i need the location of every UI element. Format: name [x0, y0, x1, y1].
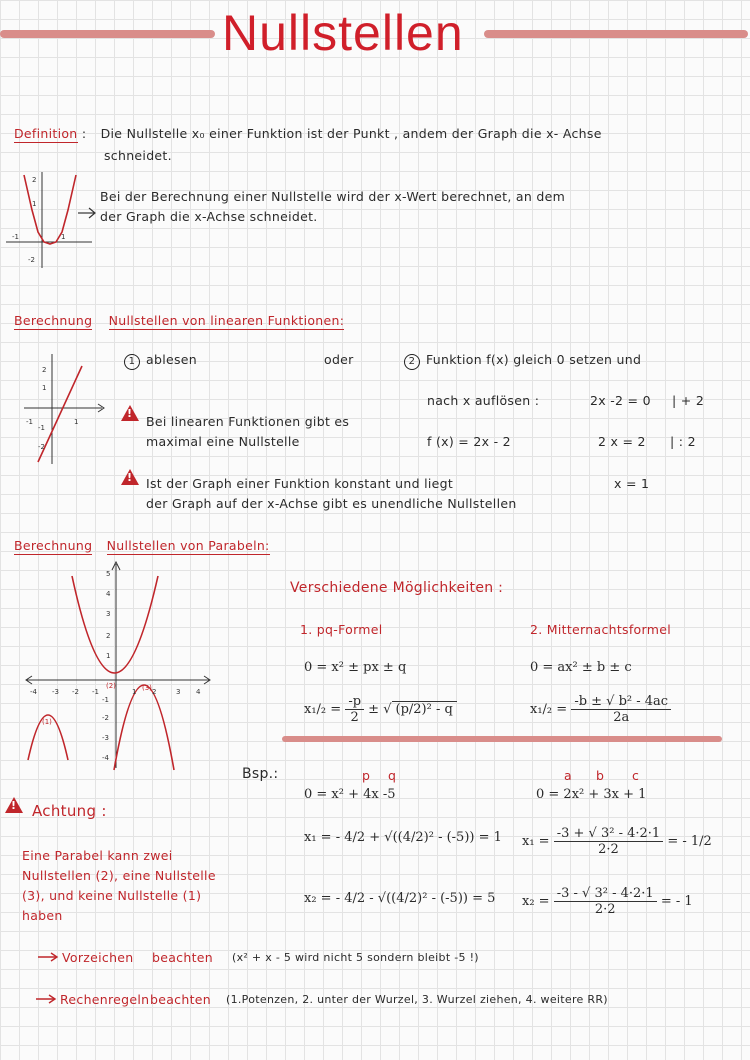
- bsp2-x1-den: 2·2: [598, 842, 619, 857]
- bsp2-x1-num: -3 + √ 3² - 4·2·1: [554, 826, 663, 842]
- g3-tick-y-m3: -3: [102, 734, 109, 742]
- mn-den: 2a: [613, 710, 630, 725]
- definition-block: [14, 126, 602, 141]
- linear-heading-label: Berechnung: [14, 313, 93, 328]
- linear-heading-rest: Nullstellen von linearen Funktionen:: [108, 313, 345, 328]
- linear-warn1a: Bei linearen Funktionen gibt es: [146, 414, 350, 429]
- arrow-icon: [78, 206, 98, 220]
- pq-title: 1. pq-Formel: [300, 622, 383, 637]
- g3-tick-y-2: 2: [106, 632, 111, 640]
- g1-tick-x-1: 1: [61, 233, 66, 241]
- arrow-icon: [36, 994, 58, 1004]
- page-title: Nullstellen: [222, 5, 464, 61]
- bsp2-x2-label: x₂ =: [522, 894, 550, 909]
- bottom-arrow1b: beachten: [152, 950, 213, 965]
- g3-tick-x-m3: -3: [52, 688, 59, 696]
- linear-option1: [124, 352, 197, 370]
- g3-label-1: (1): [42, 718, 52, 726]
- linear-calc2: 2 x = 2: [598, 434, 646, 449]
- bottom-arrow2b: beachten: [150, 992, 211, 1007]
- achtung-label: Achtung: [32, 802, 97, 820]
- section-divider: [282, 736, 722, 742]
- achtung-line1: Eine Parabel kann zwei: [22, 848, 173, 863]
- linear-warn2b: der Graph auf der x-Achse gibt es unendliche Nullstellen: [146, 496, 517, 511]
- linear-calc2-op: | : 2: [670, 434, 696, 449]
- parabel-heading: [14, 538, 270, 553]
- achtung-line4: haben: [22, 908, 63, 923]
- linear-heading: [14, 313, 344, 328]
- bsp2-x2-den: 2·2: [594, 902, 616, 917]
- g3-tick-y-m4: -4: [102, 754, 109, 762]
- g2-tick-x-m1: -1: [26, 418, 33, 426]
- title-bar-left: [0, 30, 215, 38]
- bsp2-x1: [522, 826, 712, 857]
- bsp2-x1-fraction: [554, 826, 663, 857]
- definition-sep: :: [81, 126, 87, 141]
- achtung-line2: Nullstellen (2), eine Nullstelle: [22, 868, 216, 883]
- bsp2-x2: [522, 886, 693, 917]
- graph-linear: [22, 352, 107, 467]
- bsp1-x2: x₂ = - 4/2 - √((4/2)² - (-5)) = 5: [304, 891, 496, 906]
- g2-tick-y-m2: -2: [38, 443, 45, 451]
- definition-note2: der Graph die x-Achse schneidet.: [100, 209, 318, 224]
- mn-fraction: [571, 694, 671, 725]
- graph-parabolas: [24, 560, 214, 770]
- g3-tick-x-m2: -2: [72, 688, 79, 696]
- achtung-line3: (3), und keine Nullstelle (1): [22, 888, 202, 903]
- linear-oder: oder: [324, 352, 354, 367]
- g3-tick-y-1: 1: [106, 652, 111, 660]
- g3-label-3: (3): [142, 684, 152, 692]
- pq-root: (p/2)² - q: [392, 701, 457, 717]
- pq-den: 2: [350, 710, 359, 725]
- mn-equation: 0 = ax² ± b ± c: [530, 660, 632, 675]
- bsp1-equation: 0 = x² + 4x -5: [304, 787, 396, 802]
- bottom-arrow1: Vorzeichen: [62, 950, 134, 965]
- g2-tick-y-1: 1: [42, 384, 47, 392]
- g1-tick-y-2: 2: [32, 176, 37, 184]
- pq-equation: 0 = x² ± px ± q: [304, 660, 407, 675]
- arrow-icon: [38, 952, 60, 962]
- g1-tick-y-1: 1: [32, 200, 37, 208]
- option2-number: 2: [404, 354, 420, 370]
- linear-warn2a: Ist der Graph einer Funktion konstant und liegt: [146, 476, 454, 491]
- pq-formula: [304, 694, 457, 725]
- pq-pm: ±: [368, 702, 380, 717]
- bottom-arrow2: Rechenregeln: [60, 992, 150, 1007]
- mn-title: 2. Mitternachtsformel: [530, 622, 671, 637]
- p-label: p: [362, 768, 371, 783]
- g3-tick-y-3: 3: [106, 610, 111, 618]
- linear-calc3: x = 1: [614, 476, 650, 491]
- definition-line2: schneidet.: [104, 148, 172, 163]
- linear-option2b: nach x auflösen :: [427, 393, 540, 408]
- c-label: c: [632, 768, 640, 783]
- bsp2-x2-fraction: [554, 886, 657, 917]
- g3-tick-x-m4: -4: [30, 688, 37, 696]
- linear-fx: f (x) = 2x - 2: [427, 434, 511, 449]
- g1-tick-y-m2: -2: [28, 256, 35, 264]
- pq-fraction: [345, 694, 364, 725]
- title-bar-right: [484, 30, 748, 38]
- g3-tick-x-2: 2: [152, 688, 157, 696]
- g3-tick-x-4: 4: [196, 688, 201, 696]
- parabel-heading-label: Berechnung: [14, 538, 93, 553]
- bsp2-x1-label: x₁ =: [522, 834, 550, 849]
- pq-x12: x₁/₂ =: [304, 702, 342, 717]
- option1-label: ablesen: [146, 352, 197, 367]
- g2-tick-x-1: 1: [74, 418, 79, 426]
- g3-tick-x-m1: -1: [92, 688, 99, 696]
- graph-parabola-small: [4, 170, 94, 270]
- g3-tick-x-1: 1: [132, 688, 137, 696]
- q-label: q: [388, 768, 397, 783]
- achtung-colon: :: [101, 802, 107, 820]
- g2-tick-y-2: 2: [42, 366, 47, 374]
- b-label: b: [596, 768, 605, 783]
- definition-line1: Die Nullstelle x₀ einer Funktion ist der Punkt , andem der Graph die x- Achse: [100, 126, 602, 141]
- definition-note1: Bei der Berechnung einer Nullstelle wird der x-Wert berechnet, an dem: [100, 189, 566, 204]
- bsp2-x2-num: -3 - √ 3² - 4·2·1: [554, 886, 657, 902]
- g2-tick-y-m1: -1: [38, 424, 45, 432]
- mn-x12: x₁/₂ =: [530, 702, 568, 717]
- g3-tick-x-3: 3: [176, 688, 181, 696]
- parabel-heading-rest: Nullstellen von Parabeln:: [106, 538, 270, 553]
- mn-num: -b ± √ b² - 4ac: [571, 694, 671, 710]
- linear-calc1: 2x -2 = 0: [590, 393, 651, 408]
- bsp2-x2-result: = - 1: [660, 894, 693, 909]
- achtung-title: [32, 802, 107, 820]
- sqrt-icon: √: [383, 702, 392, 717]
- mn-formula: [530, 694, 671, 725]
- bsp-label: Bsp.:: [242, 766, 279, 782]
- g3-label-2: (2): [106, 682, 116, 690]
- options-title: Verschiedene Möglichkeiten :: [290, 580, 504, 596]
- warning-icon: [121, 469, 139, 489]
- linear-warn1b: maximal eine Nullstelle: [146, 434, 300, 449]
- pq-num: -p: [345, 694, 364, 710]
- definition-label: Definition: [14, 126, 78, 141]
- g3-tick-y-m2: -2: [102, 714, 109, 722]
- option2-label: Funktion f(x) gleich 0 setzen und: [426, 352, 642, 367]
- linear-option2: [404, 352, 641, 370]
- g3-tick-y-m1: -1: [102, 696, 109, 704]
- g1-tick-x-m1: -1: [12, 233, 19, 241]
- bsp2-equation: 0 = 2x² + 3x + 1: [536, 787, 647, 802]
- bottom-note2: (1.Potenzen, 2. unter der Wurzel, 3. Wurzel ziehen, 4. weitere RR): [226, 993, 608, 1006]
- g3-tick-y-5: 5: [106, 570, 111, 578]
- bsp1-x1: x₁ = - 4/2 + √((4/2)² - (-5)) = 1: [304, 830, 502, 845]
- option1-number: 1: [124, 354, 140, 370]
- a-label: a: [564, 768, 572, 783]
- g3-tick-y-4: 4: [106, 590, 111, 598]
- bottom-note1: (x² + x - 5 wird nicht 5 sondern bleibt -5 !): [232, 951, 479, 964]
- warning-icon: [121, 405, 139, 425]
- warning-icon: [5, 797, 23, 817]
- linear-calc1-op: | + 2: [672, 393, 705, 408]
- bsp2-x1-result: = - 1/2: [667, 834, 712, 849]
